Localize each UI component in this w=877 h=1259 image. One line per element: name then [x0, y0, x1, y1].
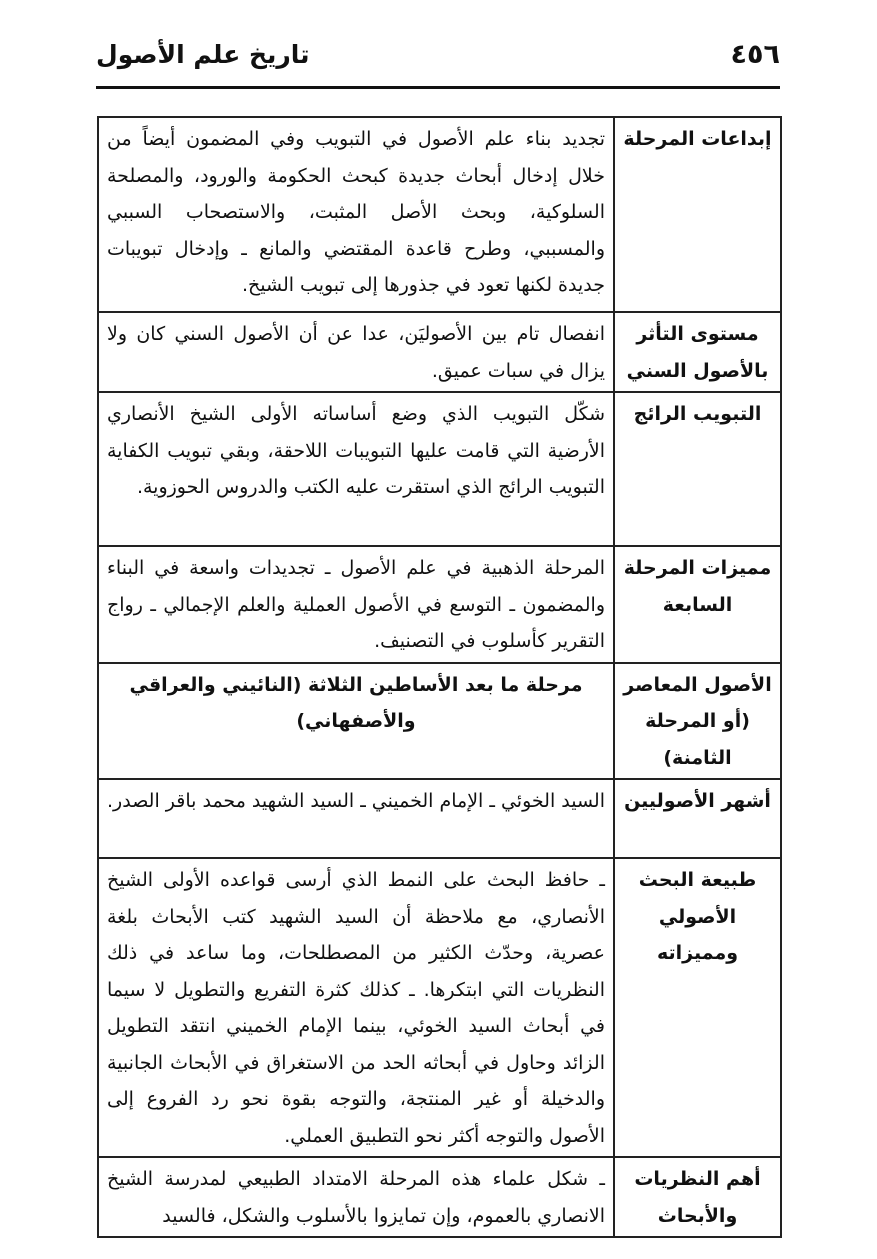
summary-table — [97, 116, 782, 1238]
table-row — [98, 858, 781, 1157]
row-text: ـ حافظ البحث على النمط الذي أرسى قواعده الأولى الشيخ الأنصاري، مع ملاحظة أن السيد الشهيد كتب الأبحاث بلغة عصرية، وحدّث الكثير من المصطلحات، وما ساعد في ذلك النظريات التي ابتكرها. ـ كذلك كثرة التفريع والتطويل لا سيما في أبحاث السيد الخوئي، بينما الإمام الخميني انتقد التطويل الزائد وحاول في أبحاثه الحد من الاستغراق في الأبحاث الجانبية والدخيلة أو غير المنتجة، والتوجه بقوة نحو رد الفروع إلى الأصول والتوجه أكثر نحو التطبيق العملي. — [98, 858, 614, 1157]
row-label: إبداعات المرحلة — [614, 117, 781, 312]
row-label: التبويب الرائج — [614, 392, 781, 546]
row-text: تجديد بناء علم الأصول في التبويب وفي المضمون أيضاً من خلال إدخال أبحاث جديدة كبحث الحكومة والورود، والمصلحة السلوكية، وبحث الأصل المثبت، والاستصحاب السببي والمسببي، وطرح قاعدة المقتضي والمانع ـ وإدخال تبويبات جديدة لكنها تعود في جذورها إلى تبويب الشيخ. — [98, 117, 614, 312]
row-label: مستوى التأثر بالأصول السني — [614, 312, 781, 392]
page-number: ٤٥٦ — [730, 38, 780, 70]
row-text: ـ شكل علماء هذه المرحلة الامتداد الطبيعي لمدرسة الشيخ الانصاري بالعموم، وإن تمايزوا بالأسلوب والشكل، فالسيد — [98, 1157, 614, 1237]
row-label: طبيعة البحث الأصولي ومميزاته — [614, 858, 781, 1157]
row-text: المرحلة الذهبية في علم الأصول ـ تجديدات واسعة في البناء والمضمون ـ التوسع في الأصول العملية والعلم الإجمالي ـ رواج التقرير كأسلوب في التصنيف. — [98, 546, 614, 663]
row-label: أهم النظريات والأبحاث — [614, 1157, 781, 1237]
table-row — [98, 1157, 781, 1237]
table-row — [98, 392, 781, 546]
table-row — [98, 779, 781, 858]
row-text: السيد الخوئي ـ الإمام الخميني ـ السيد الشهيد محمد باقر الصدر. — [98, 779, 614, 858]
page-header — [96, 30, 780, 78]
row-label: الأصول المعاصر (أو المرحلة الثامنة) — [614, 663, 781, 780]
row-text: مرحلة ما بعد الأساطين الثلاثة (النائيني والعراقي والأصفهاني) — [98, 663, 614, 780]
row-label: مميزات المرحلة السابعة — [614, 546, 781, 663]
row-text: شكّل التبويب الذي وضع أساساته الأولى الشيخ الأنصاري الأرضية التي قامت عليها التبويبات اللاحقة، وبقي تبويب الكفاية التبويب الرائج الذي استقرت عليه الكتب والدروس الحوزوية. — [98, 392, 614, 546]
header-rule — [96, 86, 780, 89]
table-row — [98, 546, 781, 663]
table-row — [98, 312, 781, 392]
table-row — [98, 663, 781, 780]
running-title: تاريخ علم الأصول — [96, 39, 310, 69]
table-row — [98, 117, 781, 312]
row-label: أشهر الأصوليين — [614, 779, 781, 858]
row-text: انفصال تام بين الأصوليَن، عدا عن أن الأصول السني كان ولا يزال في سبات عميق. — [98, 312, 614, 392]
